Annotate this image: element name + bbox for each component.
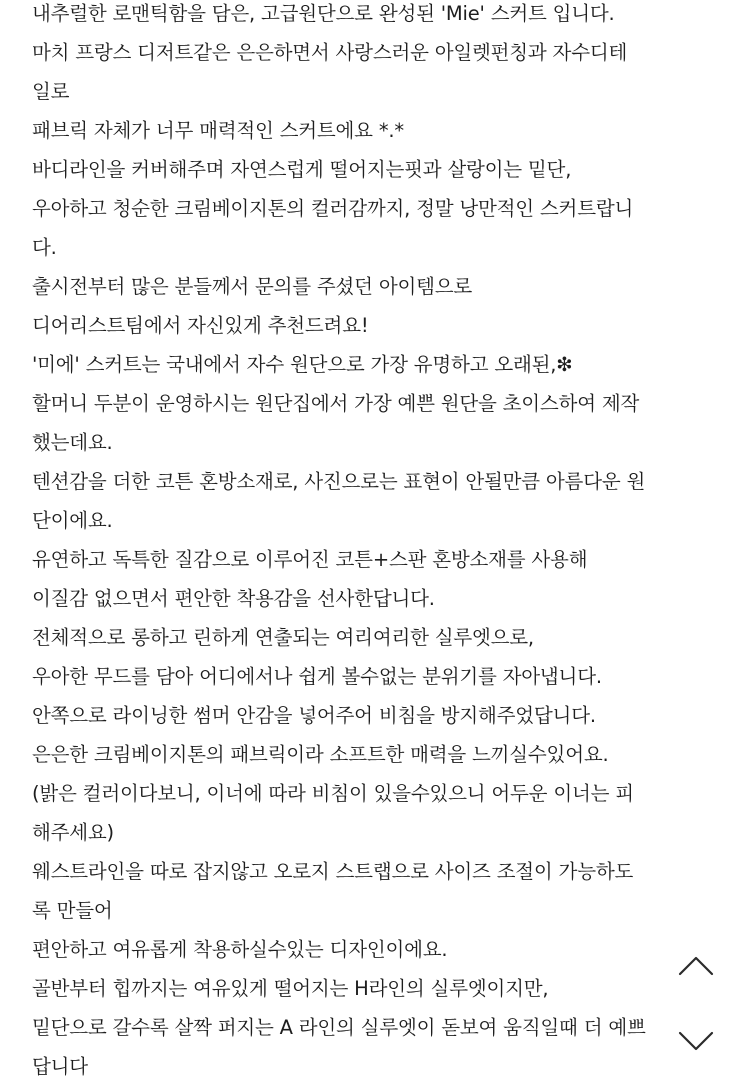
description-line: 바디라인을 커버해주며 자연스럽게 떨어지는핏과 살랑이는 밑단, [32, 158, 572, 181]
description-line: 우아한 무드를 담아 어디에서나 쉽게 볼수없는 분위기를 자아냅니다. [32, 665, 602, 688]
description-line: 전체적으로 롱하고 린하게 연출되는 여리여리한 실루엣으로, [32, 626, 534, 649]
description-line: 텐션감을 더한 코튼 혼방소재로, 사진으로는 표현이 안될만큼 아름다운 원 [32, 470, 646, 493]
scroll-down-button[interactable] [676, 1028, 716, 1054]
description-line: 밑단으로 갈수록 살짝 퍼지는 A 라인의 실루엣이 돋보여 움직일때 더 예쁘 [32, 1016, 646, 1039]
scroll-up-button[interactable] [676, 953, 716, 979]
description-line: 일로 [32, 80, 70, 103]
chevron-down-icon [676, 1028, 716, 1054]
description-line: 록 만들어 [32, 899, 113, 922]
description-line: '미에' 스커트는 국내에서 자수 원단으로 가장 유명하고 오래된,❇ [32, 353, 573, 376]
description-line: 이질감 없으면서 편안한 착용감을 선사한답니다. [32, 587, 435, 610]
description-line: 출시전부터 많은 분들께서 문의를 주셨던 아이템으로 [32, 275, 473, 298]
description-line: 은은한 크림베이지톤의 패브릭이라 소프트한 매력을 느끼실수있어요. [32, 743, 609, 766]
description-line: 단이에요. [32, 509, 113, 532]
description-line: (밝은 컬러이다보니, 이너에 따라 비침이 있을수있으니 어두운 이너는 피 [32, 782, 634, 805]
description-line: 디어리스트팀에서 자신있게 추천드려요! [32, 314, 369, 337]
description-line: 할머니 두분이 운영하시는 원단집에서 가장 예쁜 원단을 초이스하여 제작 [32, 392, 640, 415]
description-line: 다. [32, 236, 57, 259]
description-line: 우아하고 청순한 크림베이지톤의 컬러감까지, 정말 낭만적인 스커트랍니 [32, 197, 634, 220]
description-line: 내추럴한 로맨틱함을 담은, 고급원단으로 완성된 'Mie' 스커트 입니다. [32, 2, 615, 25]
description-line: 해주세요) [32, 821, 114, 844]
chevron-up-icon [676, 953, 716, 979]
description-line: 했는데요. [32, 431, 113, 454]
description-line: 답니다 [32, 1055, 88, 1078]
description-line: 유연하고 독특한 질감으로 이루어진 코튼+스판 혼방소재를 사용해 [32, 548, 588, 571]
description-line: 패브릭 자체가 너무 매력적인 스커트에요 *.* [32, 119, 404, 142]
description-line: 안쪽으로 라이닝한 썸머 안감을 넣어주어 비침을 방지해주었답니다. [32, 704, 596, 727]
description-line: 웨스트라인을 따로 잡지않고 오로지 스트랩으로 사이즈 조절이 가능하도 [32, 860, 634, 883]
description-line: 골반부터 힙까지는 여유있게 떨어지는 H라인의 실루엣이지만, [32, 977, 549, 1000]
description-line: 편안하고 여유롭게 착용하실수있는 디자인이에요. [32, 938, 448, 961]
product-description [32, 0, 722, 1086]
description-line: 마치 프랑스 디저트같은 은은하면서 사랑스러운 아일렛펀칭과 자수디테 [32, 41, 628, 64]
